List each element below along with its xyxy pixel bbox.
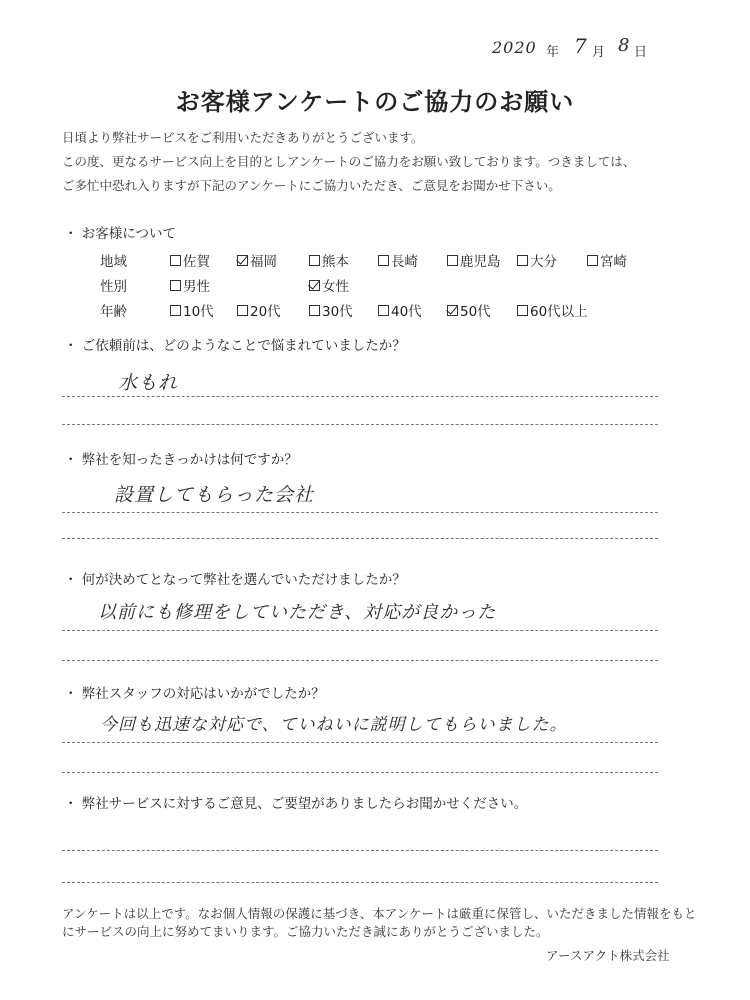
checkbox-checked[interactable] bbox=[237, 255, 248, 266]
option-label: 10代 bbox=[183, 304, 214, 320]
checkbox[interactable] bbox=[309, 255, 320, 266]
answer-line bbox=[62, 396, 658, 397]
question-3: ・ 何が決めてとなって弊社を選んでいただけましたか？ bbox=[64, 572, 406, 588]
intro-line-1: 日頃より弊社サービスをご利用いただきありがとうございます。 bbox=[62, 130, 424, 145]
page-title: お客様アンケートのご協力のお願い bbox=[175, 88, 575, 116]
checkbox[interactable] bbox=[309, 305, 320, 316]
date-month-label: 月 bbox=[592, 45, 606, 60]
date-year-label: 年 bbox=[546, 45, 560, 60]
checkbox[interactable] bbox=[170, 305, 181, 316]
answer-line bbox=[62, 850, 658, 851]
footer-line-2: にサービスの向上に努めてまいります。ご協力いただき誠にありがとうございました。 bbox=[62, 924, 549, 939]
answer-line bbox=[62, 660, 658, 661]
region-option-miyazaki[interactable] bbox=[587, 250, 627, 270]
checkbox-checked[interactable] bbox=[447, 305, 458, 316]
option-label: 20代 bbox=[250, 304, 281, 320]
age-option-40s[interactable] bbox=[378, 300, 422, 320]
date-year: 2020 bbox=[492, 38, 537, 57]
checkbox[interactable] bbox=[517, 255, 528, 266]
gender-option-male[interactable] bbox=[170, 275, 210, 295]
date-month: 7 bbox=[574, 34, 588, 58]
customer-heading: ・ お客様について bbox=[64, 226, 177, 242]
option-label: 60代以上 bbox=[530, 304, 588, 320]
gender-option-female[interactable] bbox=[309, 275, 349, 295]
region-option-kagoshima[interactable] bbox=[447, 250, 501, 270]
age-label: 年齢 bbox=[100, 304, 127, 320]
region-option-oita[interactable] bbox=[517, 250, 557, 270]
question-5: ・ 弊社サービスに対するご意見、ご要望がありましたらお聞かせください。 bbox=[64, 796, 528, 812]
region-label: 地域 bbox=[100, 254, 127, 270]
option-label: 50代 bbox=[460, 304, 491, 320]
option-label: 大分 bbox=[530, 254, 557, 270]
answer-line bbox=[62, 512, 658, 513]
option-label: 30代 bbox=[322, 304, 353, 320]
option-label: 熊本 bbox=[322, 254, 349, 270]
checkbox[interactable] bbox=[378, 305, 389, 316]
option-label: 宮崎 bbox=[600, 254, 627, 270]
checkbox[interactable] bbox=[170, 255, 181, 266]
age-option-50s[interactable] bbox=[447, 300, 491, 320]
region-option-fukuoka[interactable] bbox=[237, 250, 277, 270]
region-option-saga[interactable] bbox=[170, 250, 210, 270]
checkbox[interactable] bbox=[587, 255, 598, 266]
gender-label: 性別 bbox=[100, 279, 127, 295]
checkbox[interactable] bbox=[378, 255, 389, 266]
answer-line bbox=[62, 772, 658, 773]
company-name: アースアクト株式会社 bbox=[546, 948, 670, 963]
answer-3[interactable]: 以前にも修理をしていただき、対応が良かった bbox=[98, 602, 497, 623]
answer-line bbox=[62, 882, 658, 883]
option-label: 福岡 bbox=[250, 254, 277, 270]
date-day: 8 bbox=[618, 35, 631, 56]
option-label: 鹿児島 bbox=[460, 254, 501, 270]
option-label: 長崎 bbox=[391, 254, 418, 270]
checkbox[interactable] bbox=[447, 255, 458, 266]
footer-line-1: アンケートは以上です。なお個人情報の保護に基づき、本アンケートは厳重に保管し、いただきました情報をもと bbox=[62, 906, 697, 921]
answer-line bbox=[62, 742, 658, 743]
region-option-nagasaki[interactable] bbox=[378, 250, 418, 270]
answer-1[interactable]: 水もれ bbox=[118, 372, 179, 394]
checkbox[interactable] bbox=[237, 305, 248, 316]
age-option-30s[interactable] bbox=[309, 300, 353, 320]
intro-line-2: この度、更なるサービス向上を目的としアンケートのご協力をお願い致しております。つきましては、 bbox=[62, 154, 636, 169]
answer-line bbox=[62, 538, 658, 539]
question-1: ・ ご依頼前は、どのようなことで悩まれていましたか？ bbox=[64, 338, 406, 354]
answer-line bbox=[62, 424, 658, 425]
intro-line-3: ご多忙中恐れ入りますが下記のアンケートにご協力いただき、ご意見をお聞かせ下さい。 bbox=[62, 178, 561, 193]
answer-line bbox=[62, 630, 658, 631]
checkbox[interactable] bbox=[517, 305, 528, 316]
option-label: 佐賀 bbox=[183, 254, 210, 270]
option-label: 男性 bbox=[183, 279, 210, 295]
option-label: 40代 bbox=[391, 304, 422, 320]
question-2: ・ 弊社を知ったきっかけは何ですか？ bbox=[64, 452, 298, 468]
age-option-10s[interactable] bbox=[170, 300, 214, 320]
region-option-kumamoto[interactable] bbox=[309, 250, 349, 270]
answer-4[interactable]: 今回も迅速な対応で、ていねいに説明してもらいました。 bbox=[100, 715, 568, 735]
checkbox-checked[interactable] bbox=[309, 280, 320, 291]
date-day-label: 日 bbox=[634, 45, 648, 60]
question-4: ・ 弊社スタッフの対応はいかがでしたか？ bbox=[64, 686, 325, 702]
answer-2[interactable]: 設置してもらった会社 bbox=[114, 484, 315, 506]
checkbox[interactable] bbox=[170, 280, 181, 291]
age-option-20s[interactable] bbox=[237, 300, 281, 320]
age-option-60s-plus[interactable] bbox=[517, 300, 588, 320]
option-label: 女性 bbox=[322, 279, 349, 295]
